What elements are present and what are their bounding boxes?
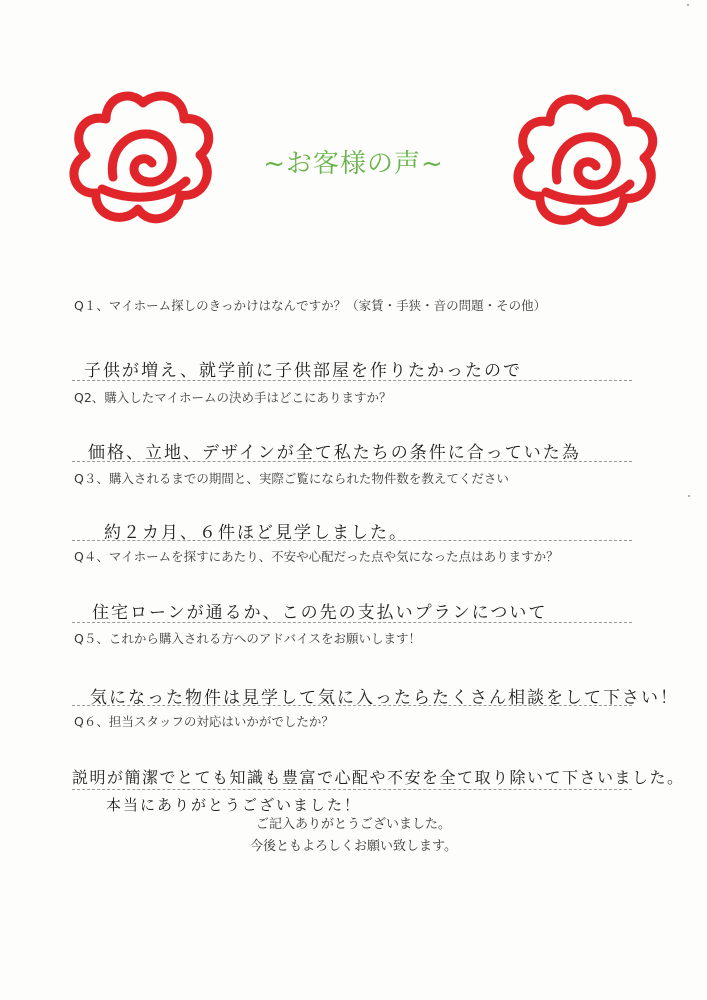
question-1: Q１、マイホーム探しのきっかけはなんですか？（家賃・手狭・音の問題・その他） — [74, 298, 547, 313]
answer-rule — [72, 461, 632, 462]
answer-rule — [72, 789, 632, 790]
closing-line-2: 今後ともよろしくお願い致します。 — [250, 839, 457, 854]
question-6: Q６、担当スタッフの対応はいかがでしたか？ — [74, 714, 334, 729]
answer-rule — [72, 622, 632, 623]
question-5: Q５、これから購入される方へのアドバイスをお願いします！ — [74, 631, 421, 646]
question-2: Q2、購入したマイホームの決め手はどこにありますか？ — [74, 390, 392, 405]
answer-6-line-2: 本当にありがとうございました！ — [106, 796, 362, 814]
answer-rule — [72, 705, 632, 706]
answer-rule — [72, 380, 632, 381]
closing-line-1: ご記入ありがとうございました。 — [255, 817, 451, 832]
answer-1: 子供が増え、就学前に子供部屋を作りたかったので — [84, 361, 523, 381]
answer-2: 価格、立地、デザインが全て私たちの条件に合っていた為 — [88, 443, 581, 463]
answer-5: 気になった物件は見学して気に入ったらたくさん相談をして下さい！ — [90, 688, 679, 708]
answer-rule — [72, 540, 632, 541]
question-4: Q４、マイホームを探すにあたり、不安や心配だった点や気になった点はありますか？ — [74, 549, 559, 564]
answer-4: 住宅ローンが通るか、この先の支払いプランについて — [92, 603, 548, 623]
flower-icon — [512, 88, 662, 233]
scan-speck — [688, 495, 690, 497]
answer-3: 約２カ月、６件ほど見学しました。 — [104, 523, 408, 543]
answer-6: 説明が簡潔でとても知識も豊富で心配や不安を全て取り除いて下さいました。 — [72, 768, 685, 787]
question-3: Q３、購入されるまでの期間と、実際ご覧になられた物件数を教えてください — [74, 471, 509, 486]
page-title: ~お客様の声~ — [263, 149, 444, 179]
scan-speck — [687, 4, 689, 6]
